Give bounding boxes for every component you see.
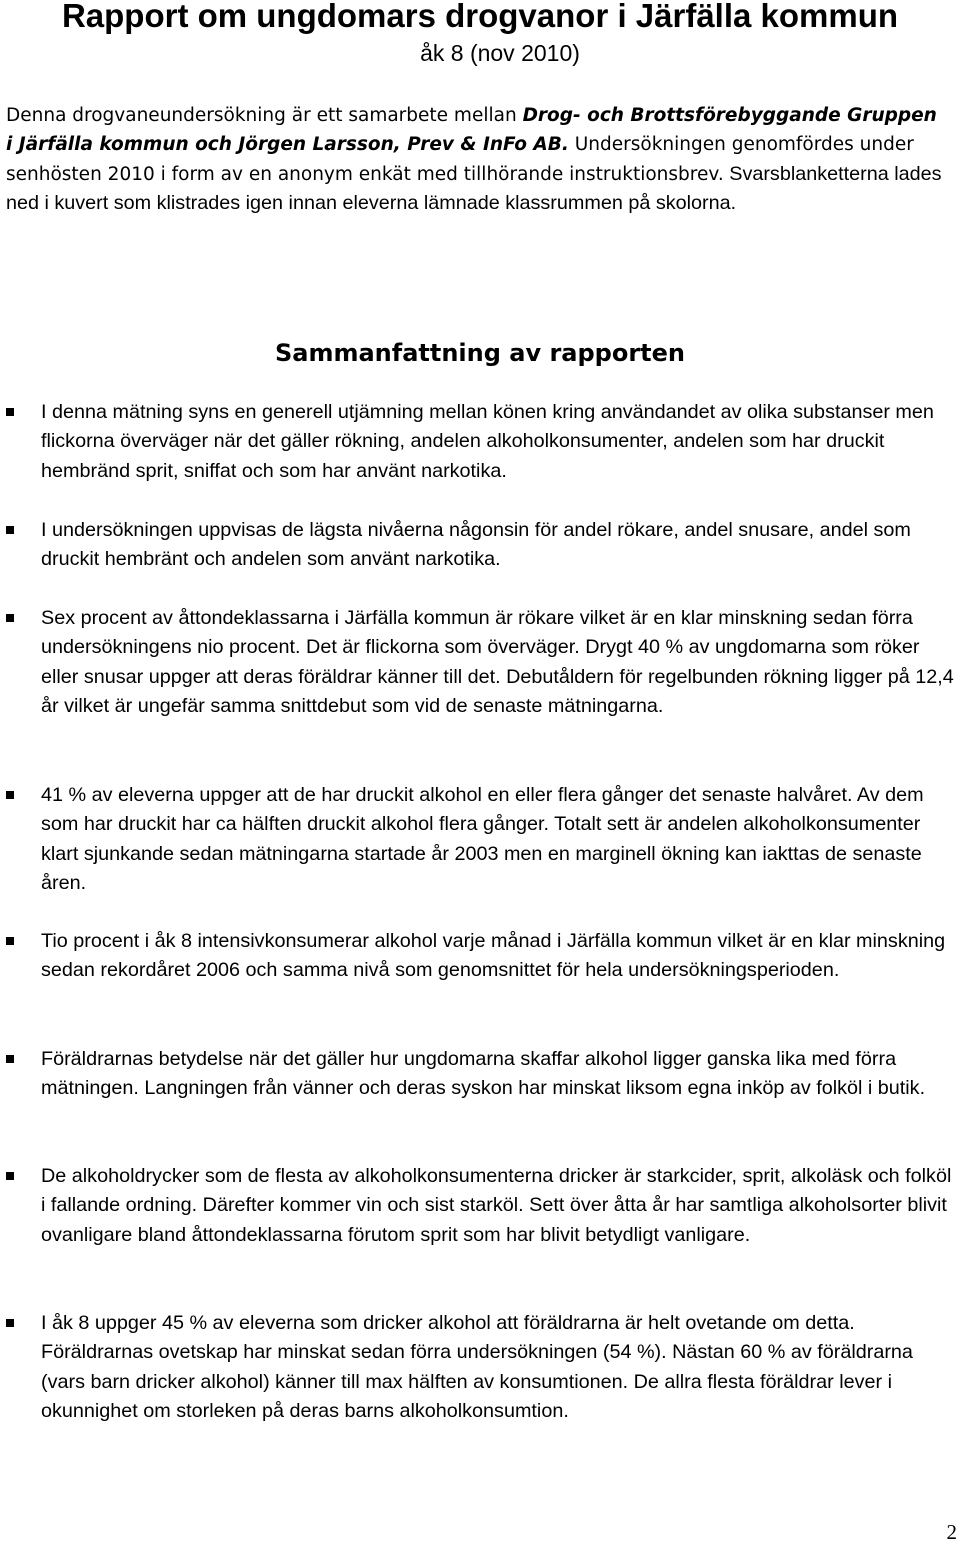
- bullet-text: I undersökningen uppvisas de lägsta nivåerna någonsin för andel rökare, andel snusare, andel som druckit hembränt och andelen som använt narkotika.: [41, 519, 911, 571]
- bullet-text: Tio procent i åk 8 intensivkonsumerar alkohol varje månad i Järfälla kommun vilket är en klar minskning sedan rekordåret 2006 och samma nivå som genomsnittet för hela undersökningsperioden.: [41, 930, 946, 982]
- bullet-text: Föräldrarnas betydelse när det gäller hur ungdomarna skaffar alkohol ligger ganska lika med förra mätningen. Langningen från vänner och deras syskon har minskat liksom egna inköp av folköl i butik.: [41, 1048, 926, 1100]
- square-bullet-icon: [6, 937, 14, 945]
- intro-paragraph: [6, 101, 946, 218]
- intro-tail: Svarsblanketterna lades ned i kuvert som klistrades igen innan eleverna lämnade klassrummen på skolorna.: [6, 162, 942, 214]
- intro-emphasis: Drog- och Brottsförebyggande Gruppen i Järfälla kommun och Jörgen Larsson, Prev & InFo AB.: [6, 105, 937, 156]
- bullet-text: I åk 8 uppger 45 % av eleverna som dricker alkohol att föräldrarna är helt ovetande om detta. Föräldrarnas ovetskap har minskat sedan förra undersökningen (54 %). Nästan 60 % av föräldrarna (vars barn dricker alkohol) känner till max hälften av konsumtionen. De allra flesta föräldrar lever i okunnighet om storleken på deras barns alkoholkonsumtion.: [41, 1312, 913, 1422]
- summary-heading: Sammanfattning av rapporten: [274, 339, 686, 367]
- square-bullet-icon: [6, 791, 14, 799]
- square-bullet-icon: [6, 1172, 14, 1180]
- page-number: 2: [946, 1520, 957, 1544]
- bullet-text: I denna mätning syns en generell utjämning mellan könen kring användandet av olika substanser men flickorna överväger när det gäller rökning, andelen alkoholkonsumenter, andelen som har druckit hembränd sprit, sniffat och som har använt narkotika.: [41, 401, 934, 482]
- square-bullet-icon: [6, 526, 14, 534]
- bullet-text: Sex procent av åttondeklassarna i Järfälla kommun är rökare vilket är en klar minskning sedan förra undersökningens nio procent. Det är flickorna som överväger. Drygt 40 % av ungdomarna som röker eller snusar uppger att deras föräldrar känner till det. Debutåldern för regelbunden rökning ligger på 12,4 år vilket är ungefär samma snittdebut som vid de senaste mätningarna.: [41, 607, 954, 717]
- square-bullet-icon: [6, 1319, 14, 1327]
- bullet-text: 41 % av eleverna uppger att de har druckit alkohol en eller flera gånger det senaste halvåret. Av dem som har druckit har ca hälften druckit alkohol flera gånger. Totalt sett är andelen alkoholkonsumenter klart sjunkande sedan mätningarna startade år 2003 men en marginell ökning kan iakttas de senaste åren.: [41, 784, 924, 894]
- bullet-text: De alkoholdrycker som de flesta av alkoholkonsumenterna dricker är starkcider, sprit, alkoläsk och folköl i fallande ordning. Därefter kommer vin och sist starköl. Sett över åtta år har samtliga alkoholsorter blivit ovanligare bland åttondeklassarna förutom sprit som har blivit betydligt vanligare.: [41, 1165, 952, 1246]
- square-bullet-icon: [6, 1055, 14, 1063]
- square-bullet-icon: [6, 408, 14, 416]
- intro-rest: Undersökningen genomfördes under senhösten 2010 i form av en anonym enkät med tillhörande instruktionsbrev.: [6, 134, 914, 185]
- report-subtitle: åk 8 (nov 2010): [420, 40, 580, 66]
- square-bullet-icon: [6, 614, 14, 622]
- intro-lead: Denna drogvaneundersökning är ett samarbete mellan: [6, 105, 523, 126]
- report-title: Rapport om ungdomars drogvanor i Järfälla kommun: [61, 0, 899, 34]
